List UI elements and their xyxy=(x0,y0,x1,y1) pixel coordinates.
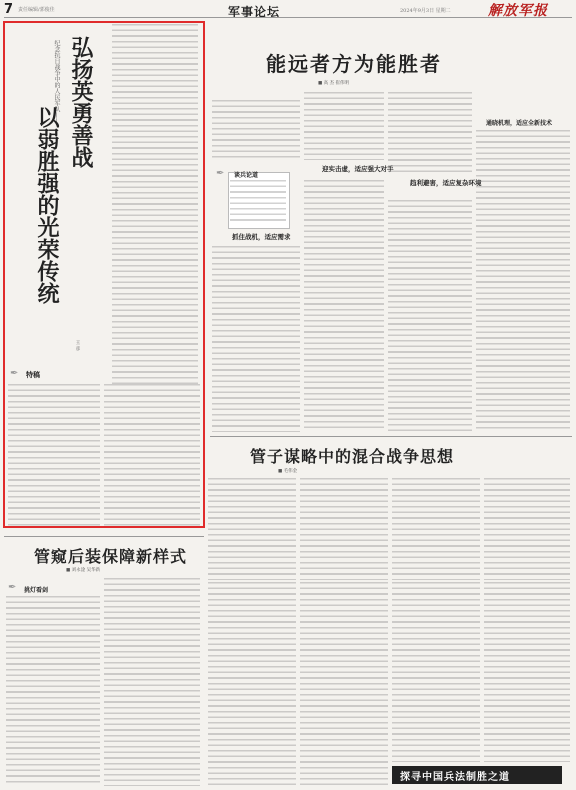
bottom-article-byline: ■ 刘永淦 吴华新 xyxy=(66,568,101,573)
page-number: 7 xyxy=(4,2,14,17)
bottom-article-col5 xyxy=(392,582,480,762)
top-article-title: 能远者方为能胜者 xyxy=(266,52,442,76)
top-article-body-col3a xyxy=(388,92,472,174)
middle-article-col3 xyxy=(392,478,480,580)
left-article-body-top xyxy=(112,24,198,384)
middle-article-title: 管子谋略中的混合战争思想 xyxy=(250,447,455,466)
left-article-title-line2: 以弱胜强的光荣传统 xyxy=(34,106,60,304)
section-divider xyxy=(210,436,572,437)
bottom-article-col2 xyxy=(104,578,200,786)
middle-article-col4 xyxy=(484,478,570,580)
bottom-article-col3 xyxy=(208,582,296,786)
bottom-article-col1 xyxy=(6,596,100,786)
quill-icon: ✒ xyxy=(216,168,225,179)
quill-icon: ✒ xyxy=(10,368,19,379)
top-article-body-col1 xyxy=(212,246,300,432)
series-banner-text: 探寻中国兵法制胜之道 xyxy=(400,772,510,783)
issue-date: 2024年9月3日 星期二 xyxy=(400,8,451,14)
top-article-body-col2 xyxy=(304,180,384,432)
heading-strike-weakness: 迎实击虚，适应强大对手 xyxy=(322,165,394,173)
section-title: 军事论坛 xyxy=(228,5,281,19)
quill-icon: ✒ xyxy=(8,582,17,593)
top-article-lead-right xyxy=(304,92,384,160)
left-divider xyxy=(4,536,204,537)
left-article-body-col2 xyxy=(104,384,200,526)
heading-master-mechanism: 通晓机理，适应全新技术 xyxy=(486,120,553,127)
left-article-author: 王 彦 xyxy=(75,340,80,351)
top-article-lead-left xyxy=(212,100,300,160)
middle-article-col1 xyxy=(208,478,296,580)
editor-credit: 责任编辑/郭俊佳 xyxy=(18,7,55,13)
sidebar-text xyxy=(230,180,286,224)
bottom-article-col6 xyxy=(484,582,570,762)
newspaper-logo: 解放军报 xyxy=(488,3,548,19)
header-rule xyxy=(4,17,572,18)
top-article-body-col4 xyxy=(476,130,570,432)
bottom-article-col4 xyxy=(300,582,388,786)
top-article-byline: ■ 高 杰 崔伟明 xyxy=(318,81,350,86)
left-article-title-line1: 弘扬英勇善战 xyxy=(68,36,94,168)
bottom-article-title: 管窥后装保障新样式 xyxy=(34,547,188,566)
middle-article-col2 xyxy=(300,478,388,580)
series-banner xyxy=(392,766,562,784)
middle-article-byline: ■ 毛伟金 xyxy=(278,469,298,474)
heading-seize-opportunity: 抓住战机，适应需求 xyxy=(232,233,291,241)
sidebar-label: 谈兵论道 xyxy=(234,172,259,179)
special-label: 特稿 xyxy=(26,370,40,379)
heading-avoid-harm: 趋利避害，适应复杂环境 xyxy=(410,179,482,187)
top-article-body-col3b xyxy=(388,200,472,432)
page-header xyxy=(0,0,576,18)
left-article-body-col1 xyxy=(8,384,100,526)
left-article-subtitle: 纪念抗日战争中的人民军队—— xyxy=(53,40,60,124)
bottom-article-box-label: 挑灯看剑 xyxy=(24,587,49,594)
